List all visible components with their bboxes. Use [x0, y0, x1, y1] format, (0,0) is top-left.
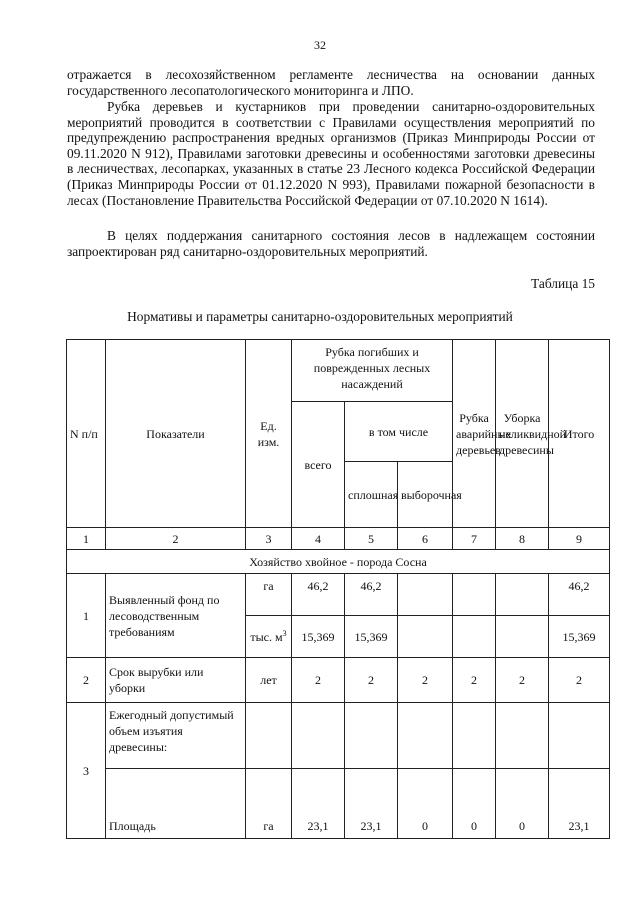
row1a-selective — [398, 574, 453, 616]
row3-sum: 23,1 — [549, 769, 610, 839]
row3-clear: 23,1 — [345, 769, 398, 839]
row2-emergency: 2 — [453, 658, 496, 703]
col-number: 8 — [496, 528, 549, 550]
header-including: в том числе — [345, 402, 453, 462]
row1b-total: 15,369 — [292, 616, 345, 658]
header-total: всего — [292, 402, 345, 528]
header-emergency: Рубка аварийных деревьев — [453, 340, 496, 528]
row1a-clear: 46,2 — [345, 574, 398, 616]
row2-cleanup: 2 — [496, 658, 549, 703]
row2-clear: 2 — [345, 658, 398, 703]
col-number: 4 — [292, 528, 345, 550]
header-clear: сплошная — [345, 462, 398, 528]
row1b-emergency — [453, 616, 496, 658]
row2-unit: лет — [246, 658, 292, 703]
row1a-unit: га — [246, 574, 292, 616]
row1a-cleanup — [496, 574, 549, 616]
table-title: Нормативы и параметры санитарно-оздоровительных мероприятий — [127, 309, 513, 324]
row3-sub-label: Площадь — [106, 769, 246, 839]
row2-label: Срок вырубки или уборки — [106, 658, 246, 703]
paragraph-1: отражается в лесохозяйственном регламенте лесничества на основании данных государственного лесопатологического мониторинга и ЛПО. — [67, 67, 595, 98]
row1a-emergency — [453, 574, 496, 616]
row1b-unit: тыс. $м^3$ — [246, 616, 292, 658]
header-unit: Ед. изм. — [246, 340, 292, 528]
col-number: 2 — [106, 528, 246, 550]
norms-table — [66, 339, 610, 839]
row1b-sum: 15,369 — [549, 616, 610, 658]
row1b-selective — [398, 616, 453, 658]
header-dead-group: Рубка погибших и поврежденных лесных насаждений — [292, 340, 453, 402]
col-number: 1 — [67, 528, 106, 550]
paragraph-3: В целях поддержания санитарного состояния лесов в надлежащем состоянии запроектирован ряд санитарно-оздоровительных мероприятий. — [67, 228, 595, 259]
row3-cleanup: 0 — [496, 769, 549, 839]
row1a-sum: 46,2 — [549, 574, 610, 616]
col-number: 5 — [345, 528, 398, 550]
row2-sum: 2 — [549, 658, 610, 703]
table-label: Таблица 15 — [531, 276, 595, 291]
row3-num: 3 — [67, 703, 106, 839]
col-number: 3 — [246, 528, 292, 550]
row2-num: 2 — [67, 658, 106, 703]
section-row: Хозяйство хвойное - порода Сосна — [67, 550, 610, 574]
row1a-total: 46,2 — [292, 574, 345, 616]
header-sum: Итого — [549, 340, 610, 528]
header-num: N п/п — [67, 340, 106, 528]
col-number: 9 — [549, 528, 610, 550]
row3-label: Ежегодный допустимый объем изъятия древесины: — [106, 703, 246, 769]
col-number: 7 — [453, 528, 496, 550]
row2-total: 2 — [292, 658, 345, 703]
row1b-clear: 15,369 — [345, 616, 398, 658]
row3-emergency: 0 — [453, 769, 496, 839]
paragraph-2: Рубка деревьев и кустарников при проведении санитарно-оздоровительных мероприятий проводится в соответствии с Правилами осуществления мероприятий по предупреждению распространения вредных организмов (Приказ Минприроды России от 09.11.2020 N 912), Правилами заготовки древесины и особенностями заготовки древесины в лесничествах, лесопарках, указанных в статье 23 Лесного кодекса Российской Федерации (Приказ Минприроды России от 01.12.2020 N 993), Правилами пожарной безопасности в лесах (Постановление Правительства Российской Федерации от 07.10.2020 N 1614). — [67, 99, 595, 208]
row1-num: 1 — [67, 574, 106, 658]
col-number: 6 — [398, 528, 453, 550]
row2-selective: 2 — [398, 658, 453, 703]
row1b-cleanup — [496, 616, 549, 658]
page-number: 32 — [314, 38, 326, 52]
row1-label: Выявленный фонд по лесоводственным требованиям — [106, 574, 246, 658]
row3-selective: 0 — [398, 769, 453, 839]
row3-total: 23,1 — [292, 769, 345, 839]
header-indicator: Показатели — [106, 340, 246, 528]
row3-unit: га — [246, 769, 292, 839]
header-selective: выборочная — [398, 462, 453, 528]
header-cleanup: Уборка неликвидной древесины — [496, 340, 549, 528]
